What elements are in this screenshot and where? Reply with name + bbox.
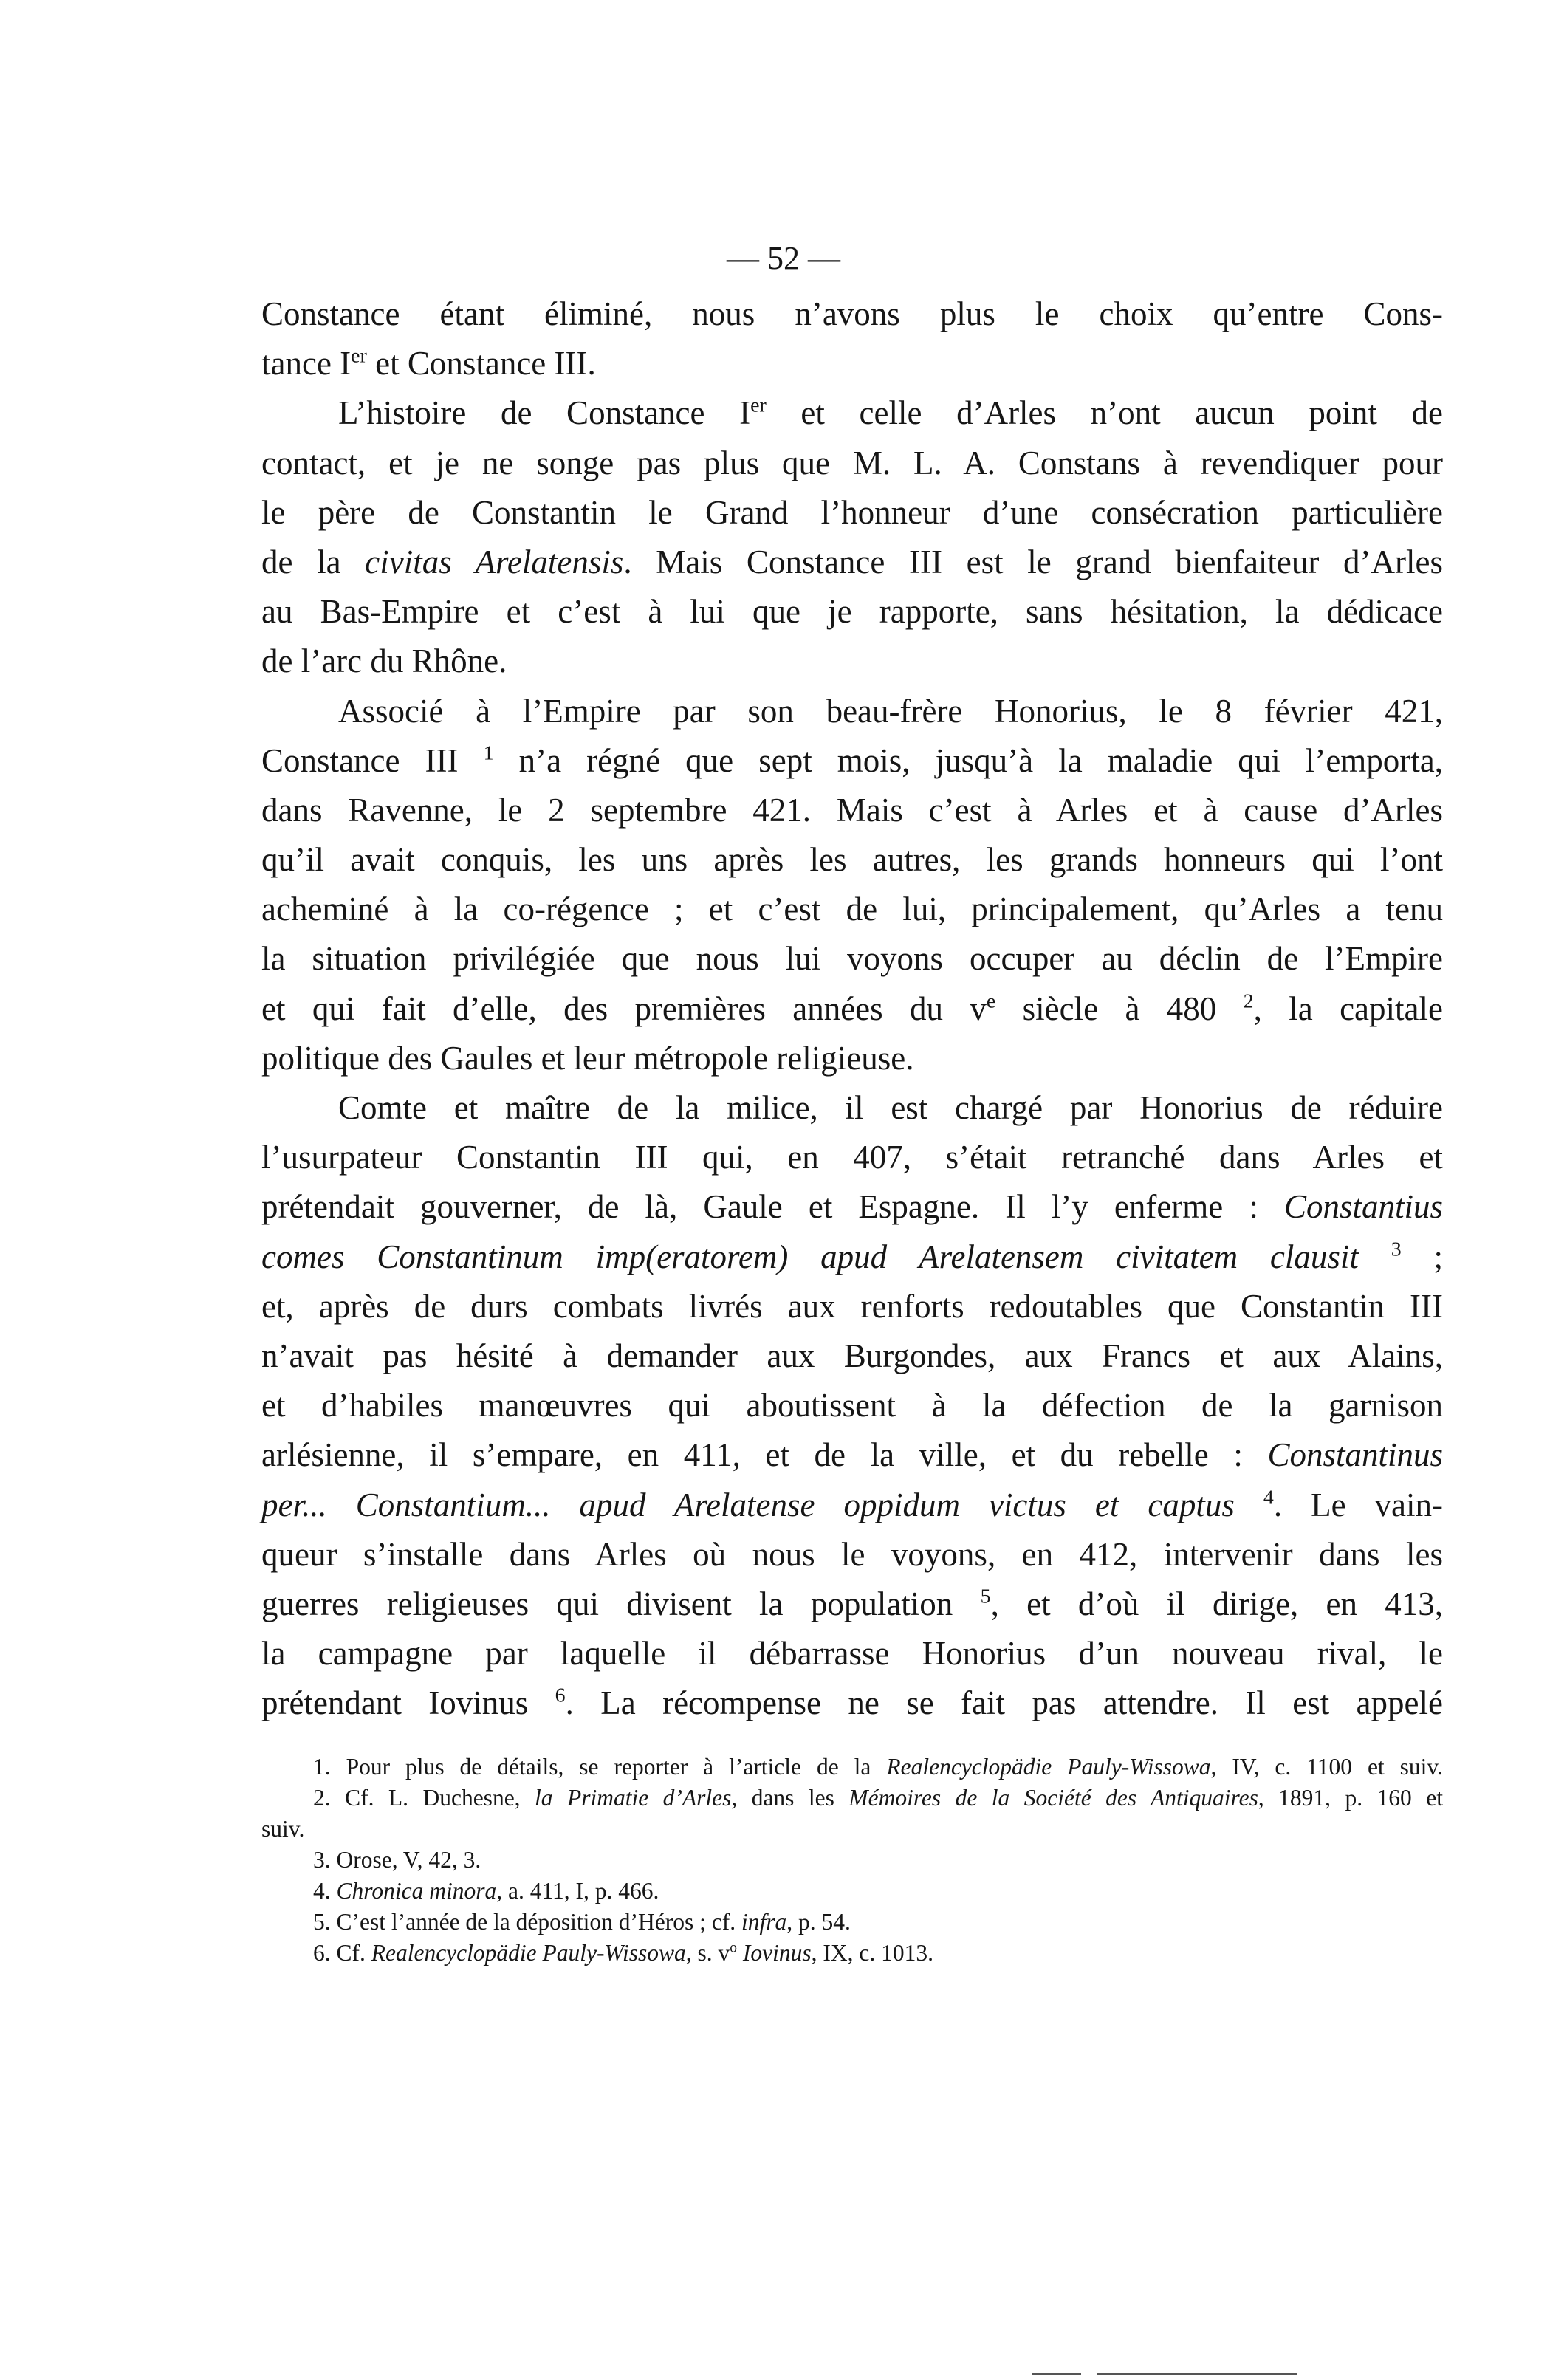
text-line: dans Ravenne, le 2 septembre 421. Mais c’est à Arles et à cause d’Arles xyxy=(261,791,1443,829)
text-line: per... Constantium... apud Arelatense oppidum victus et captus $^4$. Le vain- xyxy=(261,1485,1444,1523)
footnote: 4. Chronica minora, a. 411, I, p. 466. xyxy=(313,1878,659,1904)
text-line: au Bas-Empire et c’est à lui que je rapporte, sans hésitation, la dédicace xyxy=(261,593,1443,631)
footnote: 6. Cf. Realencyclopädie Pauly-Wissowa, s. $v^o$ Iovinus, IX, c. 1013. xyxy=(313,1940,934,1966)
footnote: suiv. xyxy=(261,1816,305,1842)
text-line: tance Ier et Constance III. xyxy=(261,344,596,383)
text-line: acheminé à la co-régence ; et c’est de lui, principalement, qu’Arles a tenu xyxy=(261,891,1443,928)
body-text xyxy=(261,289,1443,1728)
text-line: arlésienne, il s’empare, en 411, et de la ville, et du rebelle : Constantinus xyxy=(261,1436,1443,1474)
text-line: Comte et maître de la milice, il est chargé par Honorius de réduire xyxy=(338,1089,1443,1126)
text-line: la situation privilégiée que nous lui voyons occuper au déclin de l’Empire xyxy=(261,940,1443,978)
text-line: la campagne par laquelle il débarrasse Honorius d’un nouveau rival, le xyxy=(261,1635,1443,1673)
text-line: et d’habiles manœuvres qui aboutissent à la défection de la garnison xyxy=(261,1387,1443,1424)
text-line: de la civitas Arelatensis. Mais Constance III est le grand bienfaiteur d’Arles xyxy=(261,543,1443,580)
text-line: de l’arc du Rhône. xyxy=(261,642,507,680)
footnotes xyxy=(261,1752,1443,1969)
page-number: — 52 — xyxy=(727,240,840,276)
text-line: le père de Constantin le Grand l’honneur d’une consécration particulière xyxy=(261,493,1443,531)
text-line: comes Constantinum imp(eratorem) apud Arelatensem civitatem clausit $^3$ ; xyxy=(261,1237,1444,1275)
footnote: 5. C’est l’année de la déposition d’Héros ; cf. infra, p. 54. xyxy=(313,1909,851,1935)
bottom-rule-left xyxy=(1032,2373,1081,2375)
text-line: Constance III $^1$ n’a régné que sept mois, jusqu’à la maladie qui l’emporta, xyxy=(261,741,1444,779)
text-line: et, après de durs combats livrés aux renforts redoutables que Constantin III xyxy=(261,1287,1443,1325)
text-line: l’usurpateur Constantin III qui, en 407, s’était retranché dans Arles et xyxy=(261,1139,1443,1176)
text-line: Associé à l’Empire par son beau-frère Honorius, le 8 février 421, xyxy=(338,692,1443,730)
text-line: guerres religieuses qui divisent la population $^5$, et d’où il dirige, en 413, xyxy=(261,1585,1443,1622)
text-line: contact, et je ne songe pas plus que M. L. A. Constans à revendiquer pour xyxy=(261,444,1443,481)
text-line: qu’il avait conquis, les uns après les autres, les grands honneurs qui l’ont xyxy=(261,841,1443,879)
text-line: prétendant Iovinus $^6$. La récompense ne se fait pas attendre. Il est appelé xyxy=(261,1684,1443,1722)
text-line: queur s’installe dans Arles où nous le voyons, en 412, intervenir dans les xyxy=(261,1535,1443,1573)
text-line: Constance étant éliminé, nous n’avons plus le choix qu’entre Cons- xyxy=(261,295,1443,332)
text-line: politique des Gaules et leur métropole religieuse. xyxy=(261,1039,914,1077)
footnote: 1. Pour plus de détails, se reporter à l’article de la Realencyclopädie Pauly-Wissowa, IV, c. 1100 et suiv. xyxy=(313,1754,1443,1780)
text-line: prétendait gouverner, de là, Gaule et Espagne. Il l’y enferme : Constantius xyxy=(261,1188,1443,1226)
text-line: L’histoire de Constance Ier et celle d’Arles n’ont aucun point de xyxy=(338,394,1443,432)
footnote: 3. Orose, V, 42, 3. xyxy=(313,1847,481,1873)
bottom-rule-right xyxy=(1097,2373,1297,2375)
footnote: 2. Cf. L. Duchesne, la Primatie d’Arles, dans les Mémoires de la Société des Antiquaires, 1891, p. 160 et xyxy=(313,1785,1443,1811)
text-line: n’avait pas hésité à demander aux Burgondes, aux Francs et aux Alains, xyxy=(261,1337,1443,1374)
text-line: et qui fait d’elle, des premières années du $v^e$ siècle à 480 $^2$, la capitale xyxy=(261,989,1443,1027)
